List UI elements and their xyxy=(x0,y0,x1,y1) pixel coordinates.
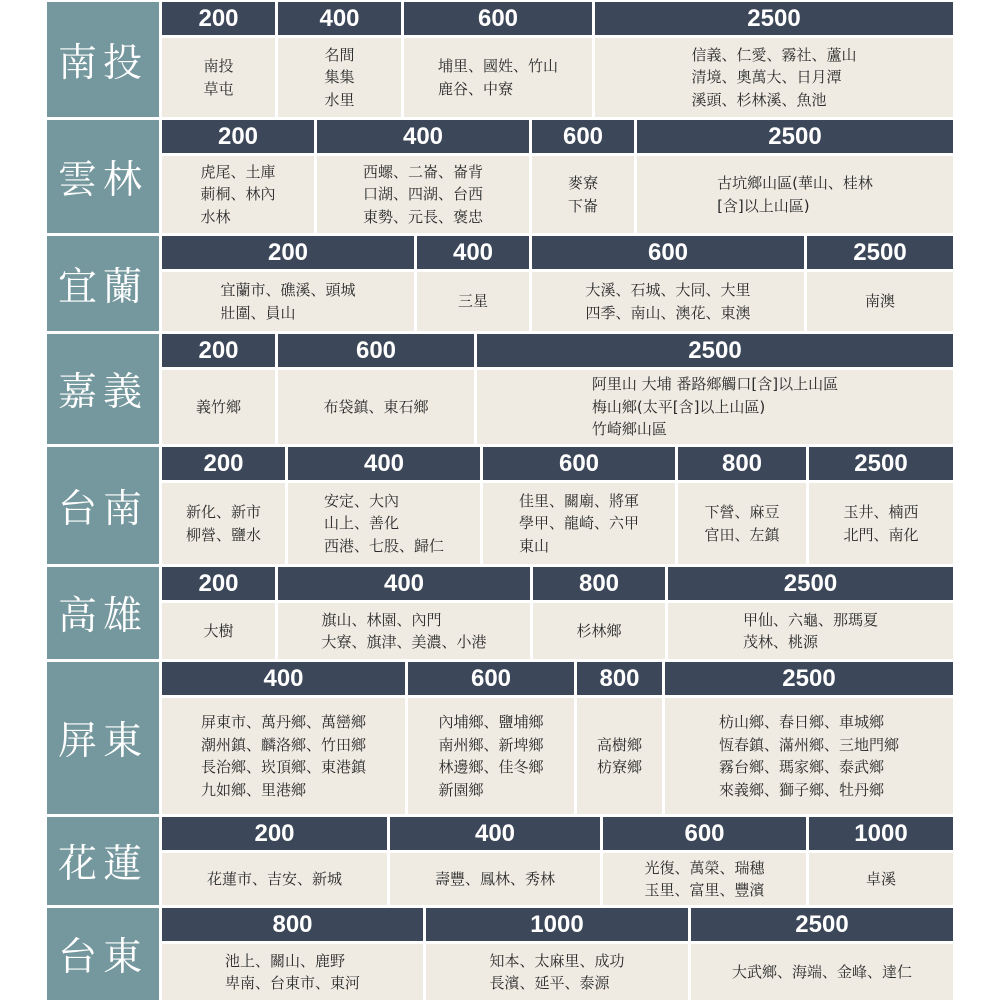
area-list: 南投 草屯 xyxy=(203,57,234,98)
area-list: 阿里山 大埔 番路鄉觸口[含]以上山區 梅山鄉(太平[含]以上山區) 竹崎鄉山區 xyxy=(591,375,839,439)
region-name: 高雄 xyxy=(47,567,159,659)
tier-cell xyxy=(668,603,953,659)
area-list: 三星 xyxy=(457,292,488,311)
tier-column xyxy=(691,908,953,1000)
area-list: 甲仙、六龜、那瑪夏 茂林、桃源 xyxy=(742,610,878,651)
area-list: 屏東市、萬丹鄉、萬巒鄉 潮州鎮、麟洛鄉、竹田鄉 長治鄉、崁頂鄉、東港鎮 九如鄉、里港鄉 xyxy=(200,713,366,799)
region-block-hualien xyxy=(47,817,953,908)
tier-column xyxy=(678,447,806,564)
tier-cell xyxy=(404,38,592,117)
tier-column xyxy=(665,662,953,814)
tier-cell xyxy=(162,603,275,659)
region-name: 台東 xyxy=(47,908,159,1000)
tier-header: 600 xyxy=(603,817,806,850)
area-list: 高樹鄉 枋寮鄉 xyxy=(596,735,642,776)
region-block-kaohsiung xyxy=(47,567,953,662)
tier-header: 1000 xyxy=(809,817,953,850)
area-list: 古坑鄉山區(華山、桂林 [含]以上山區) xyxy=(717,174,873,215)
area-list: 旗山、林園、內門 大寮、旗津、美濃、小港 xyxy=(321,610,487,651)
tier-cell xyxy=(288,483,480,564)
tier-cell xyxy=(417,272,529,331)
area-list: 埔里、國姓、竹山 鹿谷、中寮 xyxy=(437,57,558,98)
area-list: 知本、太麻里、成功 長濱、延平、泰源 xyxy=(489,951,625,992)
area-list: 大樹 xyxy=(203,621,234,640)
tier-header: 200 xyxy=(162,120,314,153)
tier-column xyxy=(162,2,275,117)
area-list: 池上、關山、鹿野 卑南、台東市、東河 xyxy=(224,951,360,992)
tier-header: 2500 xyxy=(477,334,953,367)
area-list: 虎尾、土庫 莿桐、林內 水林 xyxy=(200,162,276,226)
area-list: 布袋鎮、東石鄉 xyxy=(323,397,429,416)
tier-cell xyxy=(162,944,423,1000)
area-list: 西螺、二崙、崙背 口湖、四湖、台西 東勢、元長、褒忠 xyxy=(362,162,483,226)
tier-column xyxy=(533,567,665,659)
tier-header: 400 xyxy=(278,2,401,35)
tier-header: 200 xyxy=(162,567,275,600)
tier-header: 200 xyxy=(162,334,275,367)
tier-cell xyxy=(637,156,953,233)
tier-column xyxy=(668,567,953,659)
area-list: 義竹鄉 xyxy=(195,397,241,416)
area-list: 麥寮 下崙 xyxy=(567,174,598,215)
tier-column xyxy=(162,236,414,331)
tier-cell xyxy=(532,156,634,233)
region-name: 嘉義 xyxy=(47,334,159,444)
tier-header: 800 xyxy=(162,908,423,941)
tier-column xyxy=(807,236,953,331)
tier-header: 800 xyxy=(577,662,662,695)
region-name: 南投 xyxy=(47,2,159,117)
area-list: 卓溪 xyxy=(865,869,896,888)
tier-column xyxy=(577,662,662,814)
tier-column xyxy=(390,817,600,905)
region-name: 雲林 xyxy=(47,120,159,233)
region-name: 宜蘭 xyxy=(47,236,159,331)
region-name: 屏東 xyxy=(47,662,159,814)
tier-column xyxy=(317,120,529,233)
tier-cell xyxy=(390,853,600,905)
tier-header: 600 xyxy=(532,120,634,153)
region-name: 台南 xyxy=(47,447,159,564)
area-list: 內埔鄉、鹽埔鄉 南州鄉、新埤鄉 林邊鄉、佳冬鄉 新園鄉 xyxy=(438,713,544,799)
tier-header: 600 xyxy=(408,662,574,695)
tier-header: 400 xyxy=(288,447,480,480)
tier-header: 200 xyxy=(162,817,387,850)
tier-column xyxy=(809,817,953,905)
tier-column xyxy=(404,2,592,117)
tier-header: 2500 xyxy=(595,2,953,35)
tier-cell xyxy=(665,698,953,814)
tier-cell xyxy=(477,370,953,444)
area-list: 大溪、石城、大同、大里 四季、南山、澳花、東澳 xyxy=(585,281,751,322)
region-block-pingtung xyxy=(47,662,953,817)
tier-cell xyxy=(809,853,953,905)
tier-column xyxy=(532,120,634,233)
tier-header: 2500 xyxy=(809,447,953,480)
tier-cell xyxy=(408,698,574,814)
tier-cell xyxy=(809,483,953,564)
tier-header: 800 xyxy=(533,567,665,600)
area-list: 佳里、關廟、將軍 學甲、龍崎、六甲 東山 xyxy=(518,491,639,555)
tier-header: 2500 xyxy=(665,662,953,695)
area-list: 下營、麻豆 官田、左鎮 xyxy=(704,503,780,544)
tier-column xyxy=(426,908,688,1000)
region-block-tainan xyxy=(47,447,953,567)
tier-column xyxy=(483,447,675,564)
area-list: 杉林鄉 xyxy=(576,621,622,640)
area-list: 玉井、楠西 北門、南化 xyxy=(843,503,919,544)
tier-header: 800 xyxy=(678,447,806,480)
tier-header: 2500 xyxy=(668,567,953,600)
area-list: 枋山鄉、春日鄉、車城鄉 恆春鎮、滿州鄉、三地門鄉 霧台鄉、瑪家鄉、泰武鄉 來義鄉、獅子鄉、牡丹鄉 xyxy=(718,713,899,799)
tier-header: 200 xyxy=(162,2,275,35)
region-block-taitung xyxy=(47,908,953,1000)
tier-header: 600 xyxy=(278,334,474,367)
tier-cell xyxy=(577,698,662,814)
tier-header: 2500 xyxy=(691,908,953,941)
tier-header: 400 xyxy=(162,662,405,695)
tier-cell xyxy=(532,272,804,331)
tier-column xyxy=(162,120,314,233)
tier-header: 400 xyxy=(278,567,530,600)
area-list: 壽豐、鳳林、秀林 xyxy=(434,869,555,888)
region-name: 花蓮 xyxy=(47,817,159,905)
tier-cell xyxy=(317,156,529,233)
tier-cell xyxy=(162,698,405,814)
region-block-chiayi xyxy=(47,334,953,447)
tier-cell xyxy=(162,272,414,331)
tier-cell xyxy=(483,483,675,564)
tier-column xyxy=(417,236,529,331)
tier-column xyxy=(162,334,275,444)
tier-column xyxy=(278,2,401,117)
tier-header: 400 xyxy=(417,236,529,269)
tier-header: 2500 xyxy=(637,120,953,153)
tier-header: 1000 xyxy=(426,908,688,941)
area-list: 南澳 xyxy=(864,292,895,311)
tier-cell xyxy=(807,272,953,331)
region-block-nantou xyxy=(47,2,953,120)
region-block-yilan xyxy=(47,236,953,334)
area-list: 新化、新市 柳營、鹽水 xyxy=(185,503,261,544)
tier-column xyxy=(162,567,275,659)
tier-header: 200 xyxy=(162,447,285,480)
tier-cell xyxy=(278,370,474,444)
tier-cell xyxy=(691,944,953,1000)
tier-column xyxy=(162,908,423,1000)
region-block-yunlin xyxy=(47,120,953,236)
tier-column xyxy=(477,334,953,444)
tier-header: 600 xyxy=(404,2,592,35)
tier-header: 400 xyxy=(390,817,600,850)
tier-cell xyxy=(426,944,688,1000)
tier-cell xyxy=(678,483,806,564)
tier-column xyxy=(809,447,953,564)
area-list: 大武鄉、海端、金峰、達仁 xyxy=(731,962,912,981)
tier-column xyxy=(278,334,474,444)
tier-header: 2500 xyxy=(807,236,953,269)
tier-cell xyxy=(595,38,953,117)
tier-cell xyxy=(603,853,806,905)
tier-header: 200 xyxy=(162,236,414,269)
tier-cell xyxy=(278,603,530,659)
area-list: 花蓮市、吉安、新城 xyxy=(206,869,342,888)
tier-cell xyxy=(162,853,387,905)
tier-column xyxy=(408,662,574,814)
area-list: 名間 集集 水里 xyxy=(324,45,355,109)
tier-column xyxy=(637,120,953,233)
tier-cell xyxy=(278,38,401,117)
tier-cell xyxy=(162,483,285,564)
tier-header: 600 xyxy=(483,447,675,480)
area-list: 信義、仁愛、霧社、蘆山 清境、奧萬大、日月潭 溪頭、杉林溪、魚池 xyxy=(691,45,857,109)
tier-column xyxy=(162,447,285,564)
tier-column xyxy=(603,817,806,905)
area-list: 光復、萬榮、瑞穗 玉里、富里、豐濱 xyxy=(644,858,765,899)
area-list: 安定、大內 山上、善化 西港、七股、歸仁 xyxy=(323,491,444,555)
tier-column xyxy=(532,236,804,331)
tier-cell xyxy=(162,156,314,233)
tier-cell xyxy=(533,603,665,659)
tier-column xyxy=(162,662,405,814)
tier-header: 400 xyxy=(317,120,529,153)
tier-column xyxy=(162,817,387,905)
tier-column xyxy=(595,2,953,117)
tier-column xyxy=(278,567,530,659)
tier-header: 600 xyxy=(532,236,804,269)
tier-cell xyxy=(162,38,275,117)
tier-column xyxy=(288,447,480,564)
tier-cell xyxy=(162,370,275,444)
area-list: 宜蘭市、礁溪、頭城 壯圍、員山 xyxy=(220,281,356,322)
